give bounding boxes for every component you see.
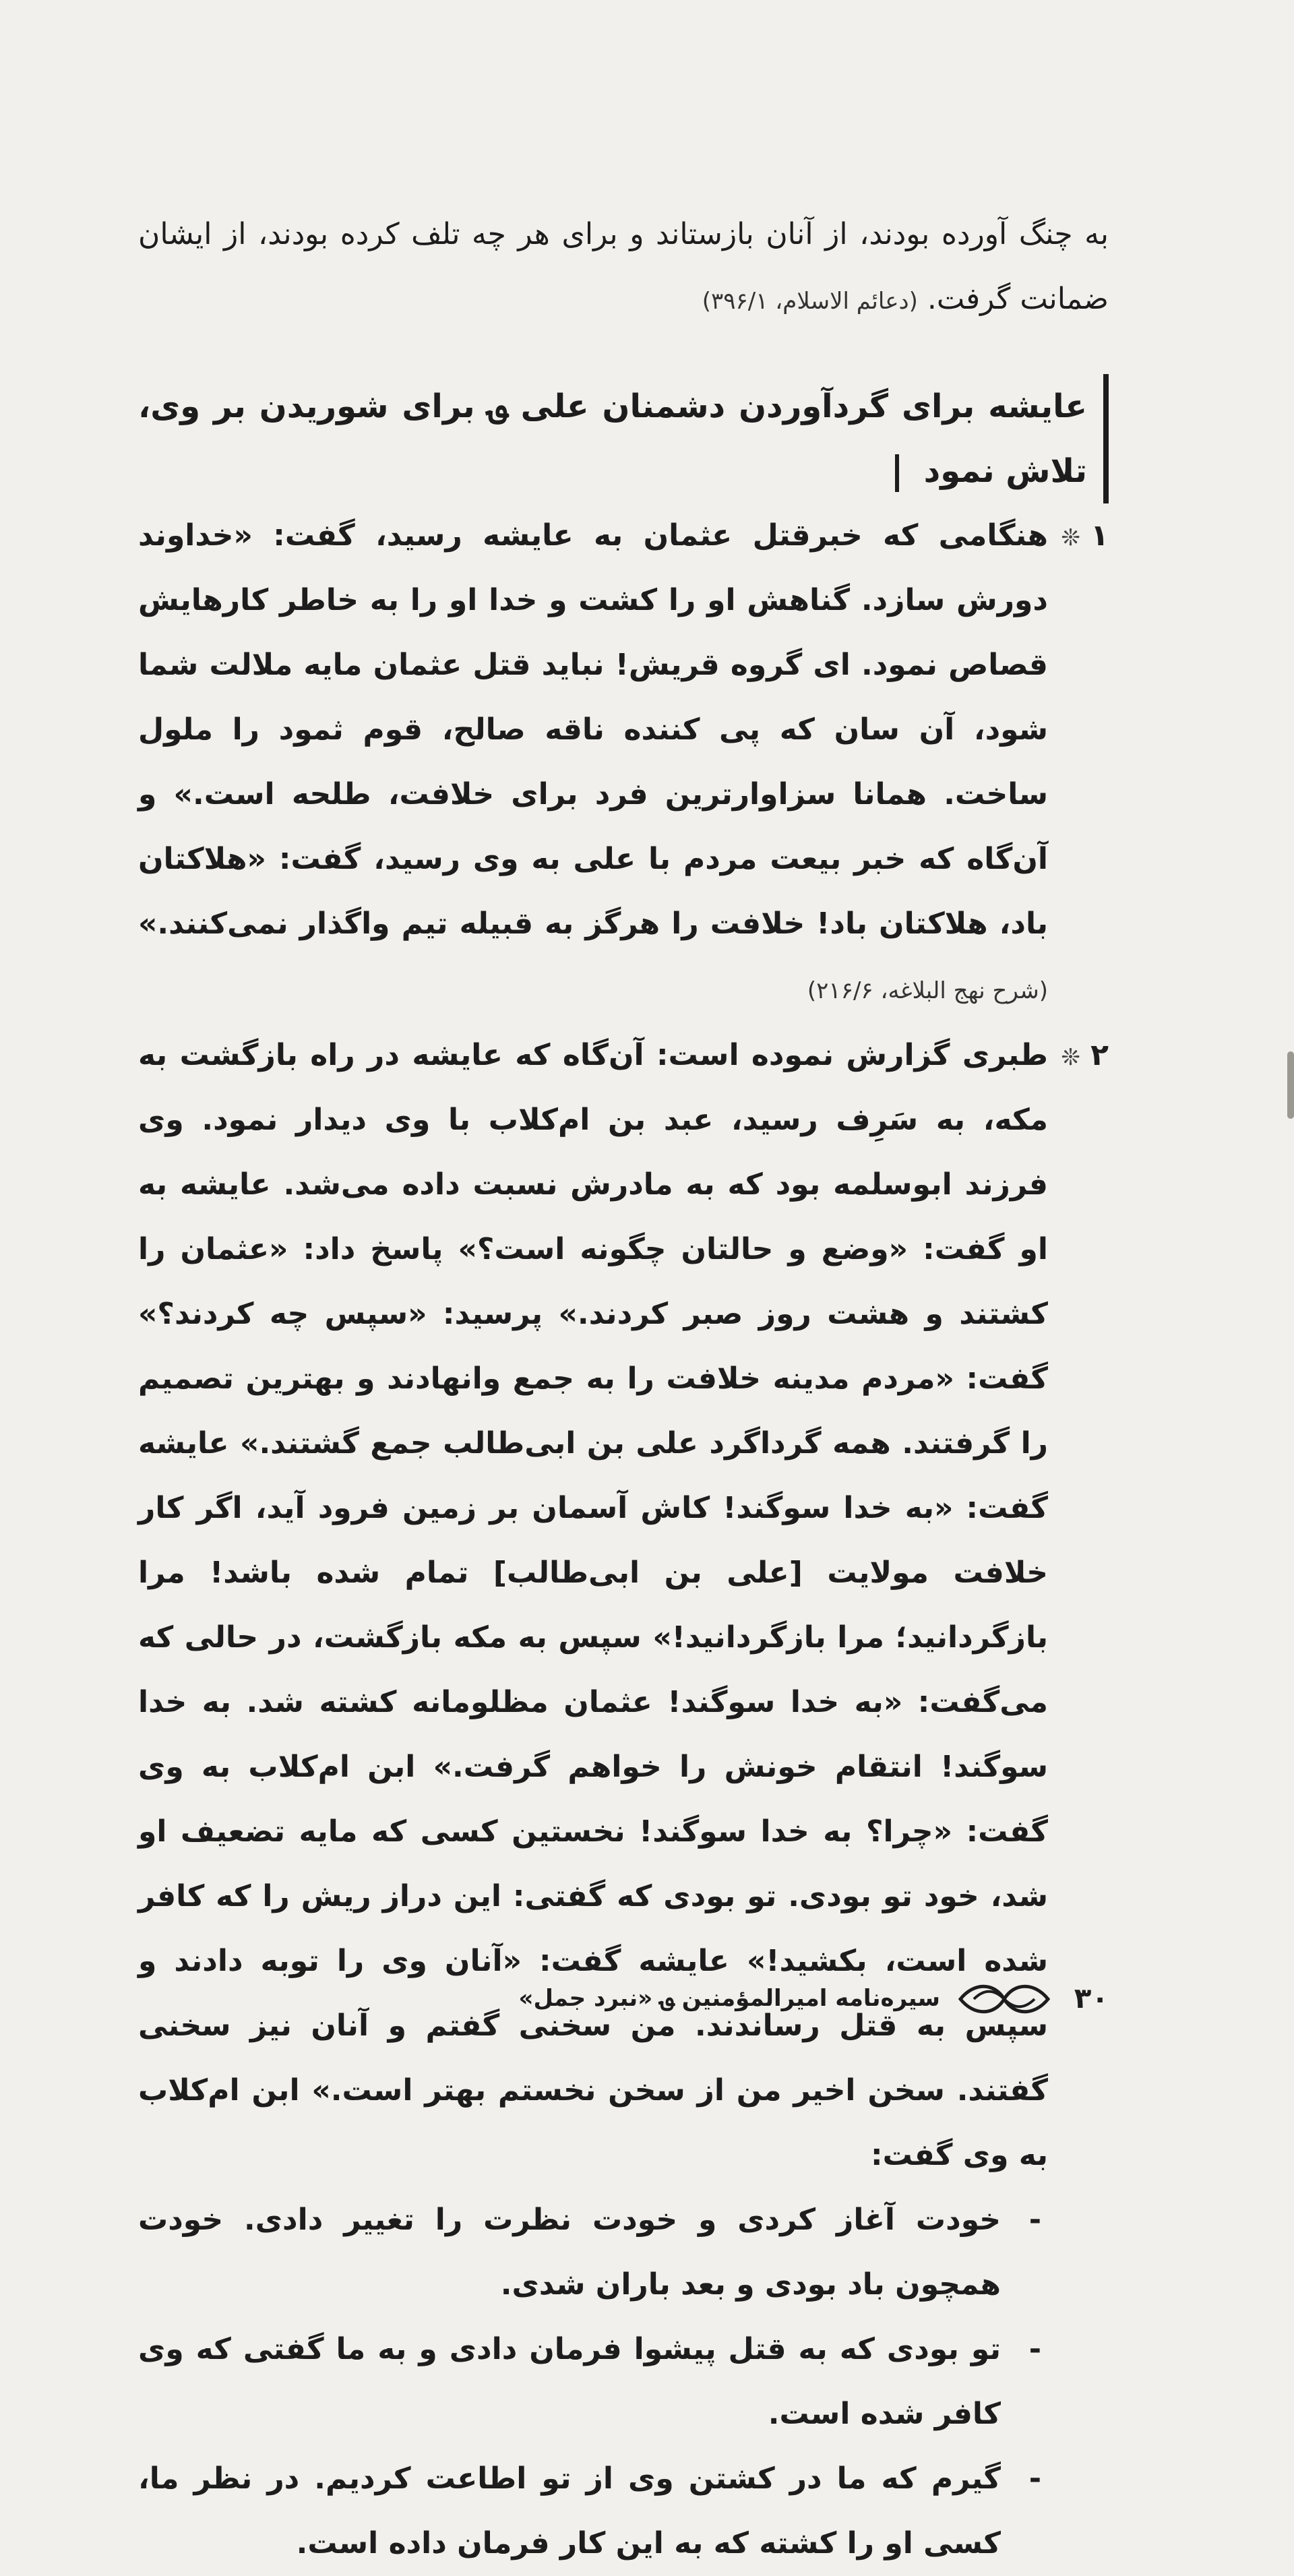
binding-shadow xyxy=(1287,1051,1294,1119)
book-title: سیره‌نامه امیرالمؤمنین ؈ «نبرد جمل» xyxy=(518,1985,940,2012)
dash-marker: - xyxy=(1028,2461,1041,2496)
ornamental-knot-logo-icon xyxy=(954,1979,1055,2019)
dialog-text: گیرم که ما در کشتن وی از تو اطاعت کردیم. در نظر ما، کسی او را کشته که به این کار فرمان داده است. xyxy=(138,2461,1001,2560)
asterisk-icon: ❊ xyxy=(1061,1044,1080,1071)
item-text: طبری گزارش نموده است: آن‌گاه که عایشه در راه بازگشت به مکه، به سَرِف رسید، عبد بن ام‌کلاب با وی دیدار نمود. وی فرزند ابوسلمه بود که به مادرش نسبت داده می‌شد. عایشه به او گفت: «وضع و حالتان چگونه است؟» پاسخ داد: «عثمان را کشتند و هشت روز صبر کردند.» پرسید: «سپس چه کردند؟» گفت: «مردم مدینه خلافت را به جمع وانهادند و بهترین تصمیم را گرفتند. همه گرداگرد علی بن ابی‌طالب جمع گشتند.» عایشه گفت: «به خدا سوگند! کاش آسمان بر زمین فرود آید، اگر کار خلافت مولایت [علی بن ابی‌طالب] تمام شده باشد! مرا بازگردانید؛ مرا بازگردانید!» سپس به مکه بازگشت، در حالی که می‌گفت: «به خدا سوگند! عثمان مظلومانه کشته شد. به خدا سوگند! انتقام خونش را خواهم گرفت.» ابن ام‌کلاب به وی گفت: «چرا؟ به خدا سوگند! نخستین کسی که مایه تضعیف او شد، خود تو بودی. تو بودی که گفتی: این دراز ریش را که کافر شده است، بکشید!» عایشه گفت: «آنان وی را توبه دادند و سپس به قتل رساندند. من سخنی گفتم و آنان نیز سخنی گفتند. سخن اخیر من از سخن نخستم بهتر است.» ابن ام‌کلاب به وی گفت: xyxy=(138,1038,1048,2172)
section-heading-text: عایشه برای گردآوردن دشمنان علی ؈ برای شوریدن بر وی، تلاش نمود xyxy=(138,388,1087,490)
item-citation: (شرح نهج البلاغه، ۲۱۶/۶) xyxy=(807,977,1048,1004)
dialog-line xyxy=(138,2317,1109,2447)
asterisk-icon: ❊ xyxy=(1061,524,1080,551)
section-heading xyxy=(138,374,1109,503)
dash-marker: - xyxy=(1028,2203,1041,2237)
item-number: ۱ ❊ xyxy=(1061,518,1109,553)
dialog-line xyxy=(138,2188,1109,2317)
dialog-text: خودت آغاز کردی و خودت نظرت را تغییر دادی. خودت همچون باد بودی و بعد باران شدی. xyxy=(138,2203,1001,2302)
intro-text: به چنگ آورده بودند، از آنان بازستاند و برای هر چه تلف کرده بودند، از ایشان ضمانت گرفت. xyxy=(138,217,1109,316)
page-footer xyxy=(138,1975,1109,2029)
intro-citation: (دعائم الاسلام، ۳۹۶/۱) xyxy=(702,288,918,315)
heading-bar-icon xyxy=(895,454,899,492)
page-body xyxy=(138,202,1109,2576)
item-number: ۲ ❊ xyxy=(1061,1038,1109,1072)
list-item xyxy=(138,503,1109,1023)
dialog-text: تو بودی که به قتل پیشوا فرمان دادی و به ما گفتی که وی کافر شده است. xyxy=(138,2332,1001,2431)
dialog-line xyxy=(138,2447,1109,2576)
intro-paragraph xyxy=(138,202,1109,334)
page-number: ۳۰ xyxy=(1074,1982,1109,2015)
item-text: هنگامی که خبرقتل عثمان به عایشه رسید، گفت: «خداوند دورش سازد. گناهش او را کشت و خدا او را به خاطر کارهایش قصاص نمود. ای گروه قریش! نباید قتل عثمان مایه ملالت شما شود، آن سان که پی کننده ناقه صالح، قوم ثمود را ملول ساخت. همانا سزاوارترین فرد برای خلافت، طلحه است.» و آن‌گاه که خبر بیعت مردم با علی به وی رسید، گفت: «هلاکتان باد، هلاکتان باد! خلافت را هرگز به قبیله تیم واگذار نمی‌کنند.» xyxy=(138,518,1048,941)
dash-marker: - xyxy=(1028,2332,1041,2366)
